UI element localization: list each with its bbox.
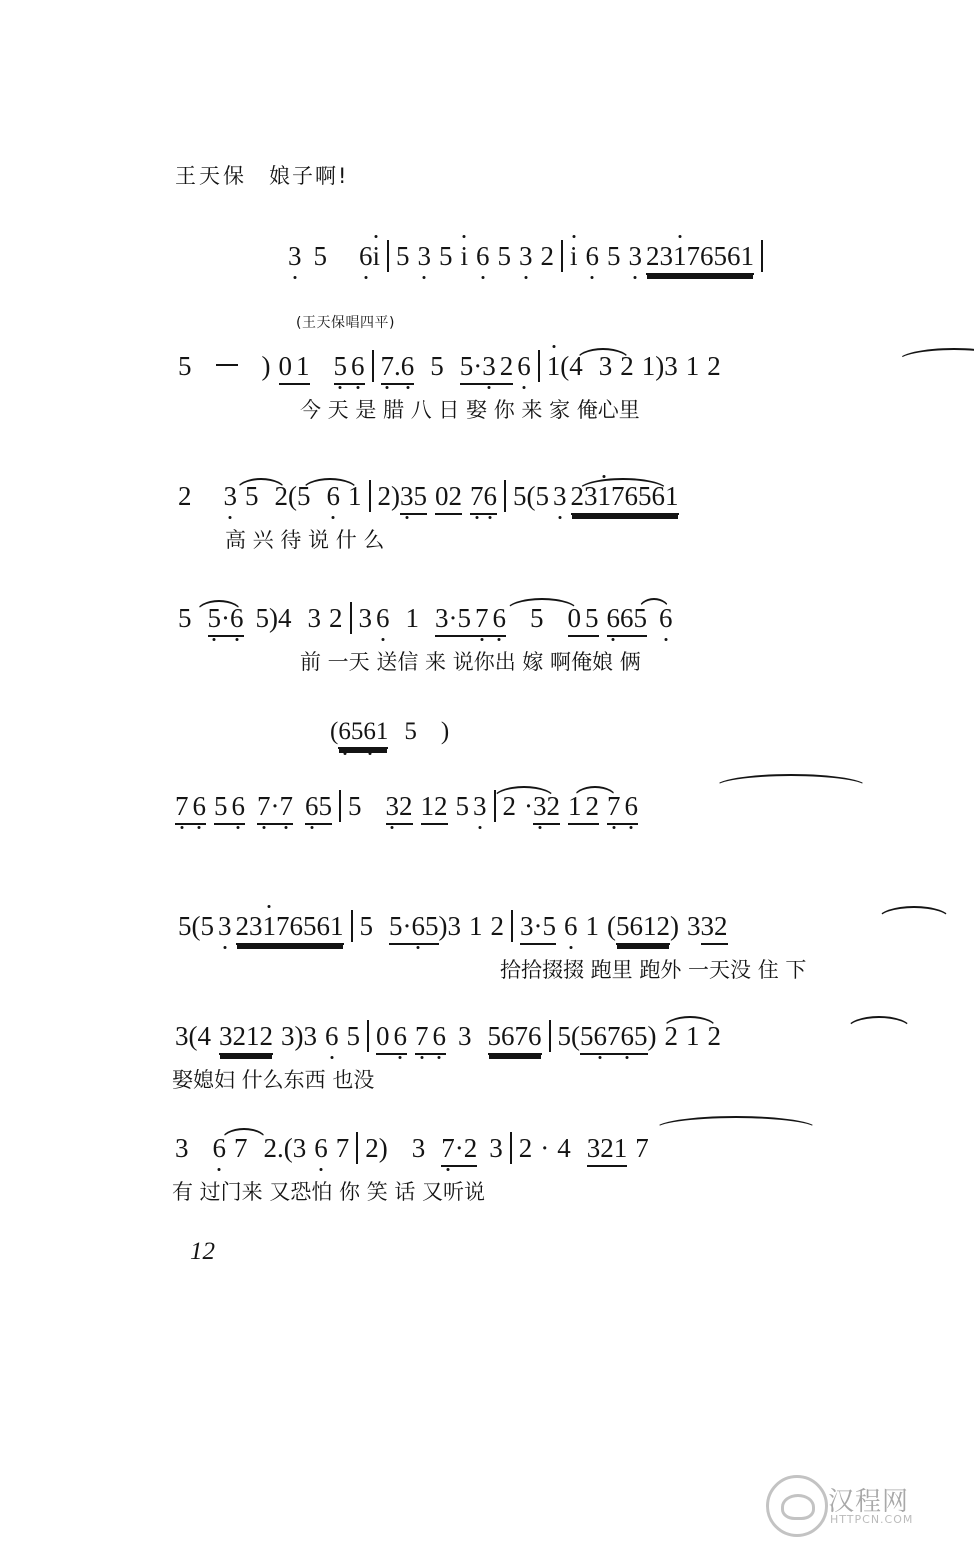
music-system-1 <box>0 230 974 300</box>
notation-row: 5 ) 0 1 5 6 7.6 5 5·3 2 6 1(4 3 2 1)3 1 2 <box>178 350 721 382</box>
speaker-name: 王天保 <box>175 164 247 188</box>
lyrics-text: 娶媳妇 什么东西 也没 <box>172 1068 375 1092</box>
lyrics-text: 高 兴 待 说 什 么 <box>225 528 385 552</box>
watermark <box>766 1473 956 1535</box>
music-system-4 <box>0 592 974 702</box>
lyrics-text: 前 一天 送信 来 说你出 嫁 啊俺娘 俩 <box>300 650 641 674</box>
lyrics-row <box>225 530 384 551</box>
notation-row: 3(4 3212 3)3 6 5 0 6 7 6 3 5676 5(56765) 2 1 2 <box>175 1020 721 1052</box>
notation-row: 5(5 3 23176561 5 5·65)3 1 2 3·5 6 1 (5612) 332 <box>178 910 728 942</box>
watermark-title: 汉程网 <box>828 1487 910 1517</box>
speaker-dialogue: 娘子啊! <box>269 164 349 188</box>
music-system-6 <box>0 900 974 1010</box>
page-number: 12 <box>190 1238 215 1265</box>
notation-row: 2 3 5 2(5 6 1 2)35 02 76 5(5 3 23176561 <box>178 480 679 512</box>
notation-row: 3 6 7 2.(3 6 7 2) 3 7·2 3 2 · 4 321 7 <box>175 1132 649 1164</box>
music-system-2 <box>0 340 974 450</box>
speaker-line <box>175 160 348 190</box>
lyrics-row <box>300 652 641 673</box>
music-system-8 <box>0 1122 974 1232</box>
music-system-5 <box>0 780 974 890</box>
watermark-logo-icon <box>766 1475 828 1537</box>
stage-direction: (王天保唱四平) <box>296 315 395 331</box>
watermark-url: HTTPCN.COM <box>830 1513 914 1526</box>
notation-row: 3 5 6i 5 3 5 i 6 5 3 2 i 6 5 3 23176561 <box>288 240 765 272</box>
notation-row: 5 5·6 5)4 3 2 3 6 1 3·5 7 6 5 0 5 665 6 <box>178 602 673 634</box>
lyrics-text: 拾拾掇掇 跑里 跑外 一天没 住 下 <box>500 958 807 982</box>
notation-row: 7 6 5 6 7·7 65 5 32 12 5 3 2 ·32 1 2 7 6 <box>175 790 638 822</box>
lyrics-row <box>500 960 806 981</box>
lyrics-row <box>172 1182 485 1203</box>
music-system-3 <box>0 470 974 580</box>
lyrics-text: 今 天 是 腊 八 日 娶 你 来 家 俺心里 <box>300 398 640 422</box>
lyrics-row <box>172 1070 374 1091</box>
interlude-notation: (6561 5 ) <box>330 718 449 746</box>
lyrics-row <box>300 400 640 421</box>
music-system-7 <box>0 1010 974 1120</box>
lyrics-text: 有 过门来 又恐怕 你 笑 话 又听说 <box>172 1180 486 1204</box>
